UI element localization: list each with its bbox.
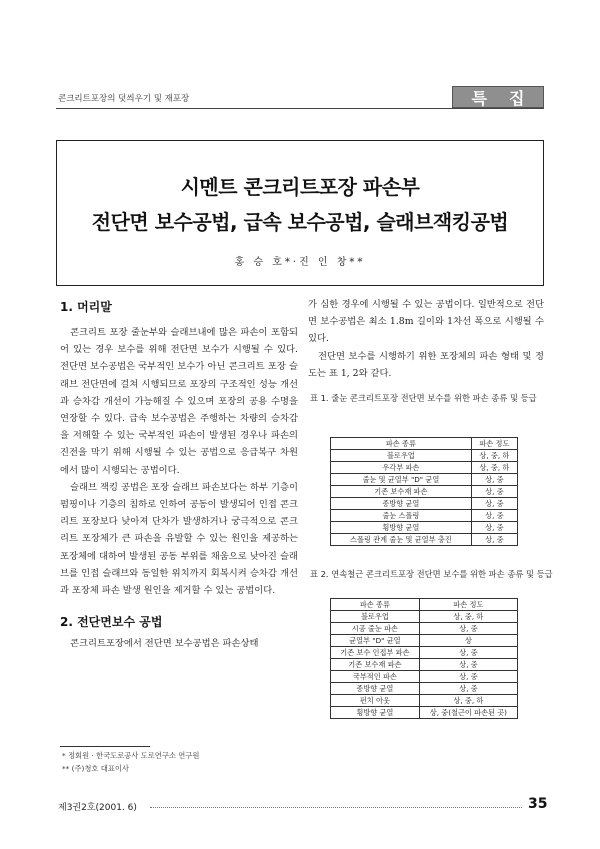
table-cell: 스폴링 관계 줄눈 및 균열부 충진 <box>331 534 472 546</box>
table-row <box>331 623 518 635</box>
table-cell: 줄눈 및 균열부 "D" 균열 <box>331 474 472 486</box>
table-row <box>331 707 518 719</box>
table-row <box>331 611 518 623</box>
table-cell: 상, 중 <box>419 623 517 635</box>
footnote-rule <box>60 746 150 747</box>
section-badge-label: 특집 <box>471 88 547 108</box>
table-cell: 종방향 균열 <box>331 683 420 695</box>
article-title-line2: 전단면 보수공법, 급속 보수공법, 슬래브잭킹공법 <box>91 210 509 234</box>
table-1-caption: 표 1. 줄눈 콘크리트포장 전단면 보수를 위한 파손 종류 및 등급 <box>310 393 537 404</box>
table-cell: 국부적인 파손 <box>331 671 420 683</box>
table-2-caption: 표 2. 연속철근 콘크리트포장 전단면 보수를 위한 파손 종류 및 등급 <box>310 569 553 579</box>
table-cell: 상, 중 <box>471 498 517 510</box>
table-cell: 상, 중 <box>419 671 517 683</box>
table-row <box>331 486 518 498</box>
section-1-paragraph-1: 콘크리트 포장 줄눈부와 슬래브내에 많은 파손이 포함되어 있는 경우 보수를 위해 전단면 보수가 시행될 수 있다. 전단면 보수공법은 국부적인 보수가 아닌 콘크리트 포장 슬래브 전단면에 걸쳐 시행되므로 포장의 구조적인 성능 개선과 승차감 개선이 가능해질 수 있으며 포장의 공용 수명을 연장할 수 있다. 급속 보수공법은 주행하는 차량의 승차감을 저해할 수 있는 국부적인 파손이 발생된 경우나 파손의 진전을 막기 위해 시행될 수 있는 공법으로 응급복구 차원에서 많이 시행되는 공법이다. <box>60 327 298 476</box>
right-column <box>308 296 544 404</box>
header-rule <box>56 108 544 109</box>
footnote-2: ** (주)청호 대표이사 <box>62 764 129 773</box>
table-row <box>331 635 518 647</box>
table-cell: 상, 중, 하 <box>419 611 517 623</box>
table-cell: 기존 보수재 파손 <box>331 659 420 671</box>
table-row <box>331 671 518 683</box>
table-cell: 상, 중 <box>471 534 517 546</box>
table-cell: 상, 중 <box>419 659 517 671</box>
table-row <box>331 647 518 659</box>
table-cell: 블로우업 <box>331 611 420 623</box>
table-cell: 상, 중, 하 <box>471 462 517 474</box>
table-cell: 상 <box>419 635 517 647</box>
table-cell: 횡방향 균열 <box>331 707 420 719</box>
article-authors: 홍 승 호*·진 인 창** <box>234 257 366 268</box>
table-cell: 횡방향 균열 <box>331 522 472 534</box>
table-cell: 상, 중 <box>471 474 517 486</box>
footnote-1: * 정회원 · 한국도로공사 도로연구소 연구원 <box>62 751 200 760</box>
table-cell: 상, 중 <box>471 510 517 522</box>
right-paragraph-1: 가 심한 경우에 시행될 수 있는 공법이다. 일반적으로 전단면 보수공법은 최소 1.8m 길이와 1차선 폭으로 시행될 수 있다. <box>308 299 544 345</box>
table-row <box>331 534 518 546</box>
table-cell: 기존 보수 인접부 파손 <box>331 647 420 659</box>
table-cell: 우각부 파손 <box>331 462 472 474</box>
table-row <box>331 450 518 462</box>
table-cell: 블로우업 <box>331 450 472 462</box>
table-header-row <box>331 438 518 450</box>
footer-dotted-rule <box>150 807 522 808</box>
table-row <box>331 695 518 707</box>
section-badge <box>452 86 547 108</box>
table-cell: 펀치 아웃 <box>331 695 420 707</box>
table-row <box>331 683 518 695</box>
table-cell: 상, 중 <box>471 486 517 498</box>
table-cell: 상, 중 <box>419 647 517 659</box>
table-header-cell: 파손 종류 <box>331 438 472 450</box>
table-cell: 상, 중, 하 <box>471 450 517 462</box>
table-row <box>331 659 518 671</box>
table-cell: 상, 중 <box>419 683 517 695</box>
table-cell: 줄눈 스폴링 <box>331 510 472 522</box>
table-2 <box>330 598 518 719</box>
section-1-heading: 1. 머리말 <box>60 300 112 314</box>
running-title: 콘크리트포장의 덧씌우기 및 재포장 <box>58 94 190 104</box>
table-row <box>331 462 518 474</box>
title-box <box>56 140 544 286</box>
table-row <box>331 498 518 510</box>
table-row <box>331 474 518 486</box>
table-cell: 종방향 균열 <box>331 498 472 510</box>
table-cell: 상, 중(철근이 파손된 곳) <box>419 707 517 719</box>
section-2-paragraph-1: 콘크리트포장에서 전단면 보수공법은 파손상태 <box>70 638 259 650</box>
table-header-cell: 파손 종류 <box>331 599 420 611</box>
left-column <box>60 296 298 652</box>
table-cell: 상, 중 <box>471 522 517 534</box>
table-1 <box>330 437 518 546</box>
section-1-paragraph-2: 슬래브 잭킹 공법은 포장 슬래브 파손보다는 하부 기층이 펌핑이나 기층의 침하로 인하여 공동이 발생되어 인접 콘크리트 포장보다 낮아져 단차가 발생하거나 궁극적으로 콘크리트 포장체가 큰 파손을 유발할 수 있는 원인을 제공하는 포장체에 대하여 발생된 공동 부위를 채움으로 낮아진 슬래브를 인접 슬래브와 동일한 위치까지 회복시켜 승차감 개선과 포장체 파손 발생 원인을 제거할 수 있는 공법이다. <box>60 481 298 597</box>
table-row <box>331 522 518 534</box>
table-cell: 상, 중, 하 <box>419 695 517 707</box>
right-paragraph-2: 전단면 보수를 시행하기 위한 포장체의 파손 형태 및 정도는 표 1, 2와 같다. <box>308 350 544 379</box>
table-header-cell: 파손 정도 <box>471 438 517 450</box>
table-header-cell: 파손 정도 <box>419 599 517 611</box>
table-header-row <box>331 599 518 611</box>
article-title-line1: 시멘트 콘크리트포장 파손부 <box>180 175 420 199</box>
table-row <box>331 510 518 522</box>
issue-info: 제3권2호(2001. 6) <box>58 803 137 813</box>
table-cell: 기존 보수재 파손 <box>331 486 472 498</box>
table-cell: 시공 줄눈 파손 <box>331 623 420 635</box>
table-cell: 균열부 "D" 균열 <box>331 635 420 647</box>
page-number: 35 <box>528 796 548 812</box>
section-2-heading: 2. 전단면보수 공법 <box>60 615 163 630</box>
